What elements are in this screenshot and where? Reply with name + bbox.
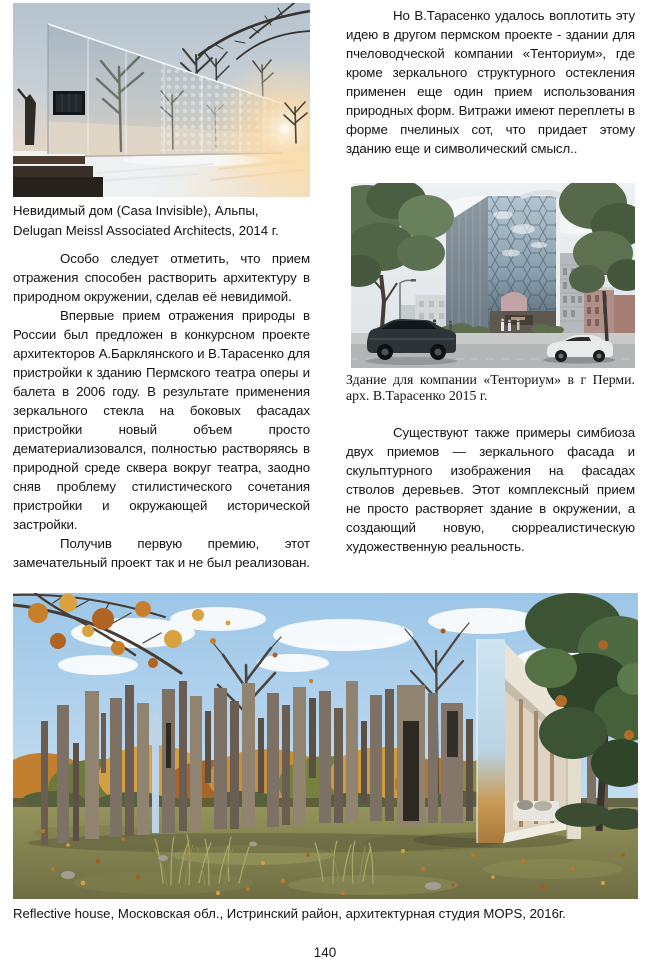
page-number: 140 <box>313 945 337 960</box>
caption-tentorium-line2: арх. В.Тарасенко 2015 г. <box>346 387 488 403</box>
reflective-house-photo-art <box>13 593 638 899</box>
left-column-text <box>13 249 310 572</box>
caption-tentorium <box>346 372 635 403</box>
caption-tentorium-line1: Здание для компании «Тенториум» в г Перми. <box>346 372 635 387</box>
tentorium-photo-art <box>351 183 635 368</box>
caption-casa-invisible: Невидимый дом (Casa Invisible), Альпы, Delugan Meissl Associated Architects, 2014 г. <box>13 203 279 238</box>
reflective-house-photo <box>13 593 638 899</box>
right-column-text-top <box>346 6 635 158</box>
casa-invisible-photo-art <box>13 3 310 197</box>
right-column-text-bottom <box>346 423 635 556</box>
paragraph: Особо следует отметить, что прием отражения способен растворить архитектуру в природном окружении, сделав её невидимой. <box>13 251 310 304</box>
caption-reflective-house: Reflective house, Московская обл., Истринский район, архитектурная студия MOPS, 2016г. <box>13 906 566 921</box>
paragraph: Существуют также примеры симбиоза двух приемов — зеркального фасада и скульптурного изображения на фасадах стволов деревьев. Этот комплексный прием не просто растворяет здание в окружении, а создающий новую, сюрреалистическую художественную реальность. <box>346 425 635 554</box>
paragraph: Но В.Тарасенко удалось воплотить эту идею в другом пермском проекте - здании для пчеловодческой компании «Тенториум», где кроме зеркального структурного остекления применен еще один прием использования природных форм. Витражи имеют переплеты в форме пчелиных сот, что придает этому зданию еще и символический смысл.. <box>346 8 635 156</box>
tentorium-building-photo <box>351 183 635 368</box>
paragraph: Впервые прием отражения природы в России был предложен в конкурсном проекте архитекторов А.Барклянского и В.Тарасенко для пристройки к зданию Пермского театра оперы и балета в 2006 году. В результате применения зеркального стекла на боковых фасадах пристройки новый объем просто дематериализовался, полностью растворяясь в природной среде сквера вокруг театра, заодно сняв проблему стилистического сочетания пристройки и окружающей исторической застройки. <box>13 308 310 532</box>
casa-invisible-photo <box>13 3 310 197</box>
paragraph: Получив первую премию, этот замечательный проект так и не был реализован. <box>13 536 310 570</box>
